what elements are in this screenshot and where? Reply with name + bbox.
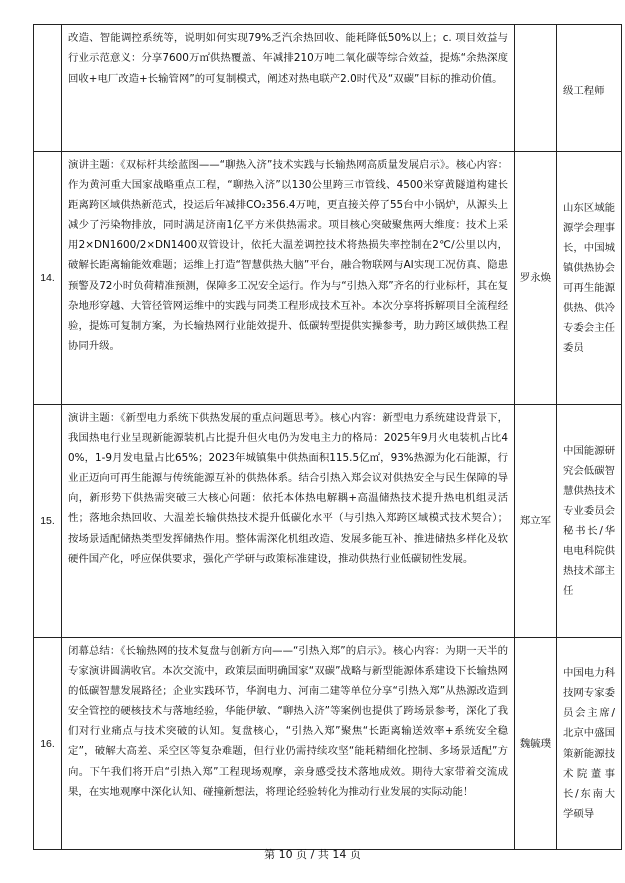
talk-content	[62, 405, 515, 638]
speaker-name	[515, 25, 557, 152]
talk-content-text: 演讲主题：《新型电力系统下供热发展的重点问题思考》。核心内容：新型电力系统建设背景下，我国热电行业呈现新能源装机占比提升但火电仍为发电主力的格局：2025年9月火电装机占比40%，1-9月发电量占比65%；2023年城镇集中供热面积115.5亿㎡，93%热源为化石能源，行业正迈向可再生能源与传统能源互补的供热体系。结合引热入郑会议对供热安全与民生保障的导向，新形势下供热需突破三大核心问题：依托本体热电解耦+高温储热技术提升热电机组灵活性；落地余热回收、大温差长输供热技术提升低碳化水平（与引热入郑跨区域模式技术契合）；按场景适配储热类型发挥储热作用。整体需深化机组改造、发展多能互补、推进储热多样化及软硬件国产化，呼应保供要求，强化产学研与政策标准建设，推动供热行业低碳韧性发展。	[68, 412, 508, 565]
talk-content-text: 闭幕总结：《长输热网的技术复盘与创新方向——“引热入郑”的启示》。核心内容：为期一天半的专家演讲圆满收官。本次交流中，政策层面明确国家“双碳”战略与新型能源体系建设下长输热网的低碳智慧发展路径；企业实践环节，华润电力、河南二建等单位分享“引热入郑”从热源改造到安全管控的硬核技术与落地经验，华能伊敏、“聊热入济”等案例也提供了跨场景参考，深化了我们对行业痛点与技术突破的认知。复盘核心，“引热入郑”聚焦“长距离输送效率+系统安全稳定”，破解大高差、采空区等复杂难题，但行业仍需持续攻坚“能耗精细化控制、多场景适配”方向。下午我们将开启“引热入郑”工程现场观摩，亲身感受技术落地成效。期待大家带着交流成果，在实地观摩中深化认知、碰撞新想法，将理论经验转化为推动行业发展的实际动能！	[68, 645, 508, 798]
speaker-title-text: 中国能源研究会低碳智慧供热技术专业委员会秘书长/华电电科院供热技术部主任	[563, 444, 615, 598]
speaker-title	[557, 25, 622, 152]
speaker-title	[557, 638, 622, 850]
talk-content	[62, 638, 515, 850]
speaker-title	[557, 405, 622, 638]
page-footer: 第 10 页 / 共 14 页	[264, 848, 361, 861]
row-number: 15.	[34, 405, 62, 638]
table-row	[34, 405, 622, 638]
row-number	[34, 25, 62, 152]
table-row	[34, 152, 622, 405]
speaker-title-text: 级工程师	[563, 84, 605, 97]
speaker-title-text: 中国电力科技网专家委员会主席/北京中盛国策新能源技术院董事长/东南大学硕导	[563, 667, 615, 820]
agenda-table	[33, 24, 622, 850]
speaker-title	[557, 152, 622, 405]
speaker-name: 魏毓璞	[515, 638, 557, 850]
talk-content-text: 演讲主题：《双标杆共绘蓝图——“聊热入济”技术实践与长输热网高质量发展启示》。核心内容：作为黄河重大国家战略重点工程，“聊热入济”以130公里跨三市管线、4500米穿黄隧道构建长距离跨区域供热新范式，投运后年减排CO₂356.4万吨，更直接关停了55台中小锅炉，从源头上减少了污染物排放，同时满足济南1亿平方米供热需求。项目核心突破聚焦两大维度：技术上采用2×DN1600/2×DN1400双管设计，依托大温差调控技术将热损失率控制在2℃/公里以内，破解长距离输能效难题；运维上打造“智慧供热大脑”平台，融合物联网与AI实现工况仿真、隐患预警及72小时负荷精准预测，保障多工况安全运行。作为与“引热入郑”齐名的行业标杆，其在复杂地形穿越、大管径管网运维中的实践与同类工程形成技术互补。本次分享将拆解项目全流程经验，提炼可复制方案，为长输热网行业能效提升、低碳转型提供实操参考，助力跨区域供热工程协同升级。	[68, 159, 508, 352]
talk-content-text: 改造、智能调控系统等，说明如何实现79%乏汽余热回收、能耗降低50%以上；c. 项目效益与行业示范意义：分享7600万㎡供热覆盖、年减排210万吨二氧化碳等综合效益，提炼“余热深度回收+电厂改造+长输管网”的可复制模式，阐述对热电联产2.0时代及“双碳”目标的推动价值。	[68, 32, 508, 85]
speaker-title-text: 山东区域能源学会理事长，中国城镇供热协会可再生能源供热、供冷专委会主任委员	[563, 201, 615, 355]
table-row	[34, 638, 622, 850]
talk-content	[62, 152, 515, 405]
talk-content	[62, 25, 515, 152]
speaker-name: 郑立军	[515, 405, 557, 638]
row-number: 14.	[34, 152, 62, 405]
table-row	[34, 25, 622, 152]
row-number: 16.	[34, 638, 62, 850]
speaker-name: 罗永焕	[515, 152, 557, 405]
